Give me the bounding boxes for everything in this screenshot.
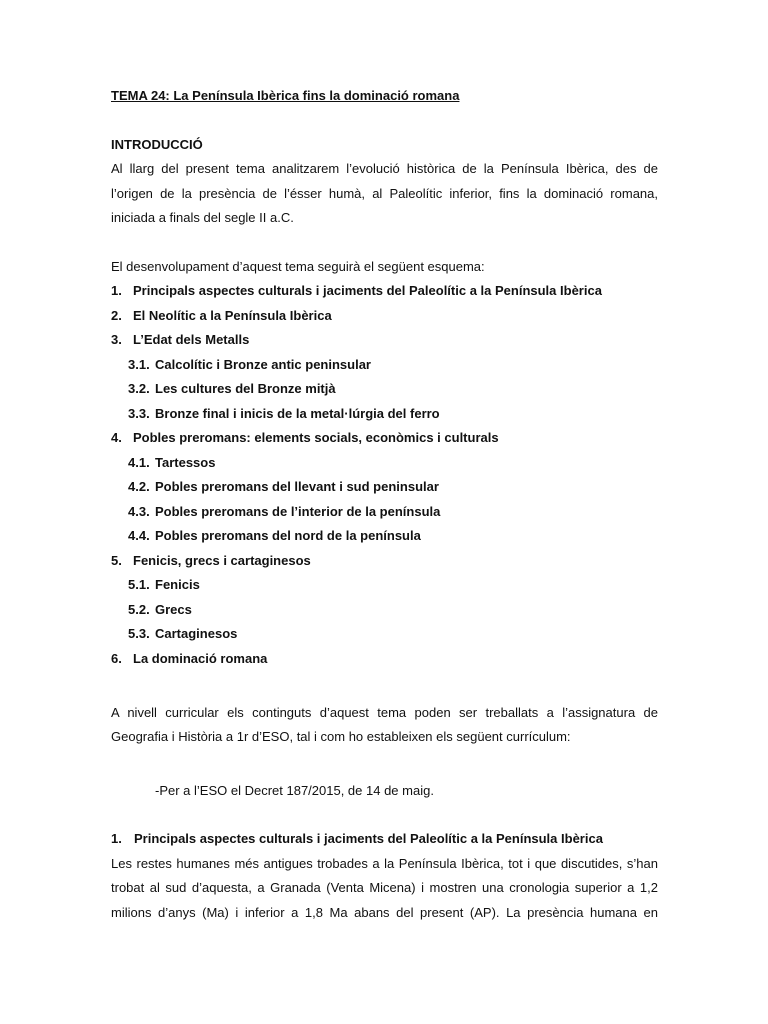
toc-item-label: Les cultures del Bronze mitjà: [155, 381, 336, 396]
toc-item-number: 3.1.: [128, 356, 150, 372]
toc-item-label: Grecs: [155, 601, 192, 617]
intro-line-2: l’origen de la presència de l’ésser humà, al Paleolític inferior, fins la dominació romana,: [111, 186, 658, 201]
decree-line: -Per a l’ESO el Decret 187/2015, de 14 de maig.: [155, 783, 434, 798]
toc-item: [128, 381, 336, 396]
toc-item-label: Pobles preromans: elements socials, econòmics i culturals: [133, 430, 499, 445]
section1-title: Principals aspectes culturals i jaciments del Paleolític a la Península Ibèrica: [134, 831, 603, 846]
toc-item-label: L’Edat dels Metalls: [133, 332, 250, 347]
toc-item: [128, 577, 200, 592]
toc-item-number: 3.: [111, 332, 122, 347]
section1-line-1: Les restes humanes més antigues trobades a la Península Ibèrica, tot i que discutides, s’han: [111, 856, 658, 871]
section1-number: 1.: [111, 831, 122, 846]
document-title: TEMA 24: La Península Ibèrica fins la dominació romana: [111, 88, 460, 103]
toc-item-label: Pobles preromans de l’interior de la península: [155, 503, 441, 519]
intro-line-1: Al llarg del present tema analitzarem l’evolució històrica de la Península Ibèrica, des de: [111, 161, 658, 176]
toc-item: [128, 528, 421, 543]
toc-item-label: El Neolític a la Península Ibèrica: [133, 307, 332, 323]
toc-item-number: 5.3.: [128, 626, 150, 641]
toc-item-label: Pobles preromans del llevant i sud peninsular: [155, 479, 439, 494]
toc-item-label: Cartaginesos: [155, 626, 238, 641]
intro-heading: INTRODUCCIÓ: [111, 137, 203, 152]
scheme-intro: El desenvolupament d’aquest tema seguirà el següent esquema:: [111, 259, 485, 274]
toc-item-number: 5.: [111, 552, 122, 568]
toc-item: [128, 602, 192, 617]
toc-item: [111, 430, 499, 445]
toc-item-number: 3.2.: [128, 381, 150, 396]
toc-item-number: 4.2.: [128, 479, 150, 494]
toc-item-label: Principals aspectes culturals i jaciments del Paleolític a la Península Ibèrica: [133, 283, 602, 298]
toc-item-number: 2.: [111, 307, 122, 323]
toc-item-number: 1.: [111, 283, 122, 298]
toc-item: [111, 651, 267, 666]
section1-heading: [111, 831, 603, 846]
toc-item: [128, 626, 237, 641]
toc-item: [111, 332, 249, 347]
toc-item-label: La dominació romana: [133, 650, 268, 666]
toc-item: [128, 357, 371, 372]
toc-item: [128, 406, 440, 421]
section1-line-2: trobat al sud d’aquesta, a Granada (Venta Micena) i mostren una cronologia superior a 1,2: [111, 880, 658, 895]
toc-item-number: 5.1.: [128, 577, 150, 592]
toc-item-number: 4.1.: [128, 454, 150, 470]
toc-item: [111, 553, 311, 568]
curriculum-line-1: A nivell curricular els continguts d’aquest tema poden ser treballats a l’assignatura de: [111, 705, 658, 720]
toc-item: [128, 479, 439, 494]
toc-item-number: 5.2.: [128, 601, 150, 617]
toc-item: [128, 504, 440, 519]
intro-line-3: iniciada a finals del segle II a.C.: [111, 210, 294, 225]
toc-item-label: Calcolític i Bronze antic peninsular: [155, 356, 371, 372]
toc-item-label: Fenicis, grecs i cartaginesos: [133, 552, 311, 568]
toc-item-number: 3.3.: [128, 405, 150, 421]
toc-item-number: 4.4.: [128, 528, 150, 543]
toc-item: [128, 455, 215, 470]
toc-item: [111, 308, 332, 323]
toc-item-label: Pobles preromans del nord de la península: [155, 528, 421, 543]
toc-item-label: Bronze final i inicis de la metal·lúrgia del ferro: [155, 405, 440, 421]
toc-item-number: 6.: [111, 650, 122, 666]
toc-item: [111, 283, 602, 298]
toc-item-label: Tartessos: [155, 454, 216, 470]
curriculum-line-2: Geografia i Història a 1r d’ESO, tal i com ho estableixen els següent currículum:: [111, 729, 571, 744]
section1-line-3: milions d’anys (Ma) i inferior a 1,8 Ma abans del present (AP). La presència humana en: [111, 905, 658, 920]
toc-item-label: Fenicis: [155, 577, 200, 592]
toc-item-number: 4.3.: [128, 503, 150, 519]
toc-item-number: 4.: [111, 430, 122, 445]
